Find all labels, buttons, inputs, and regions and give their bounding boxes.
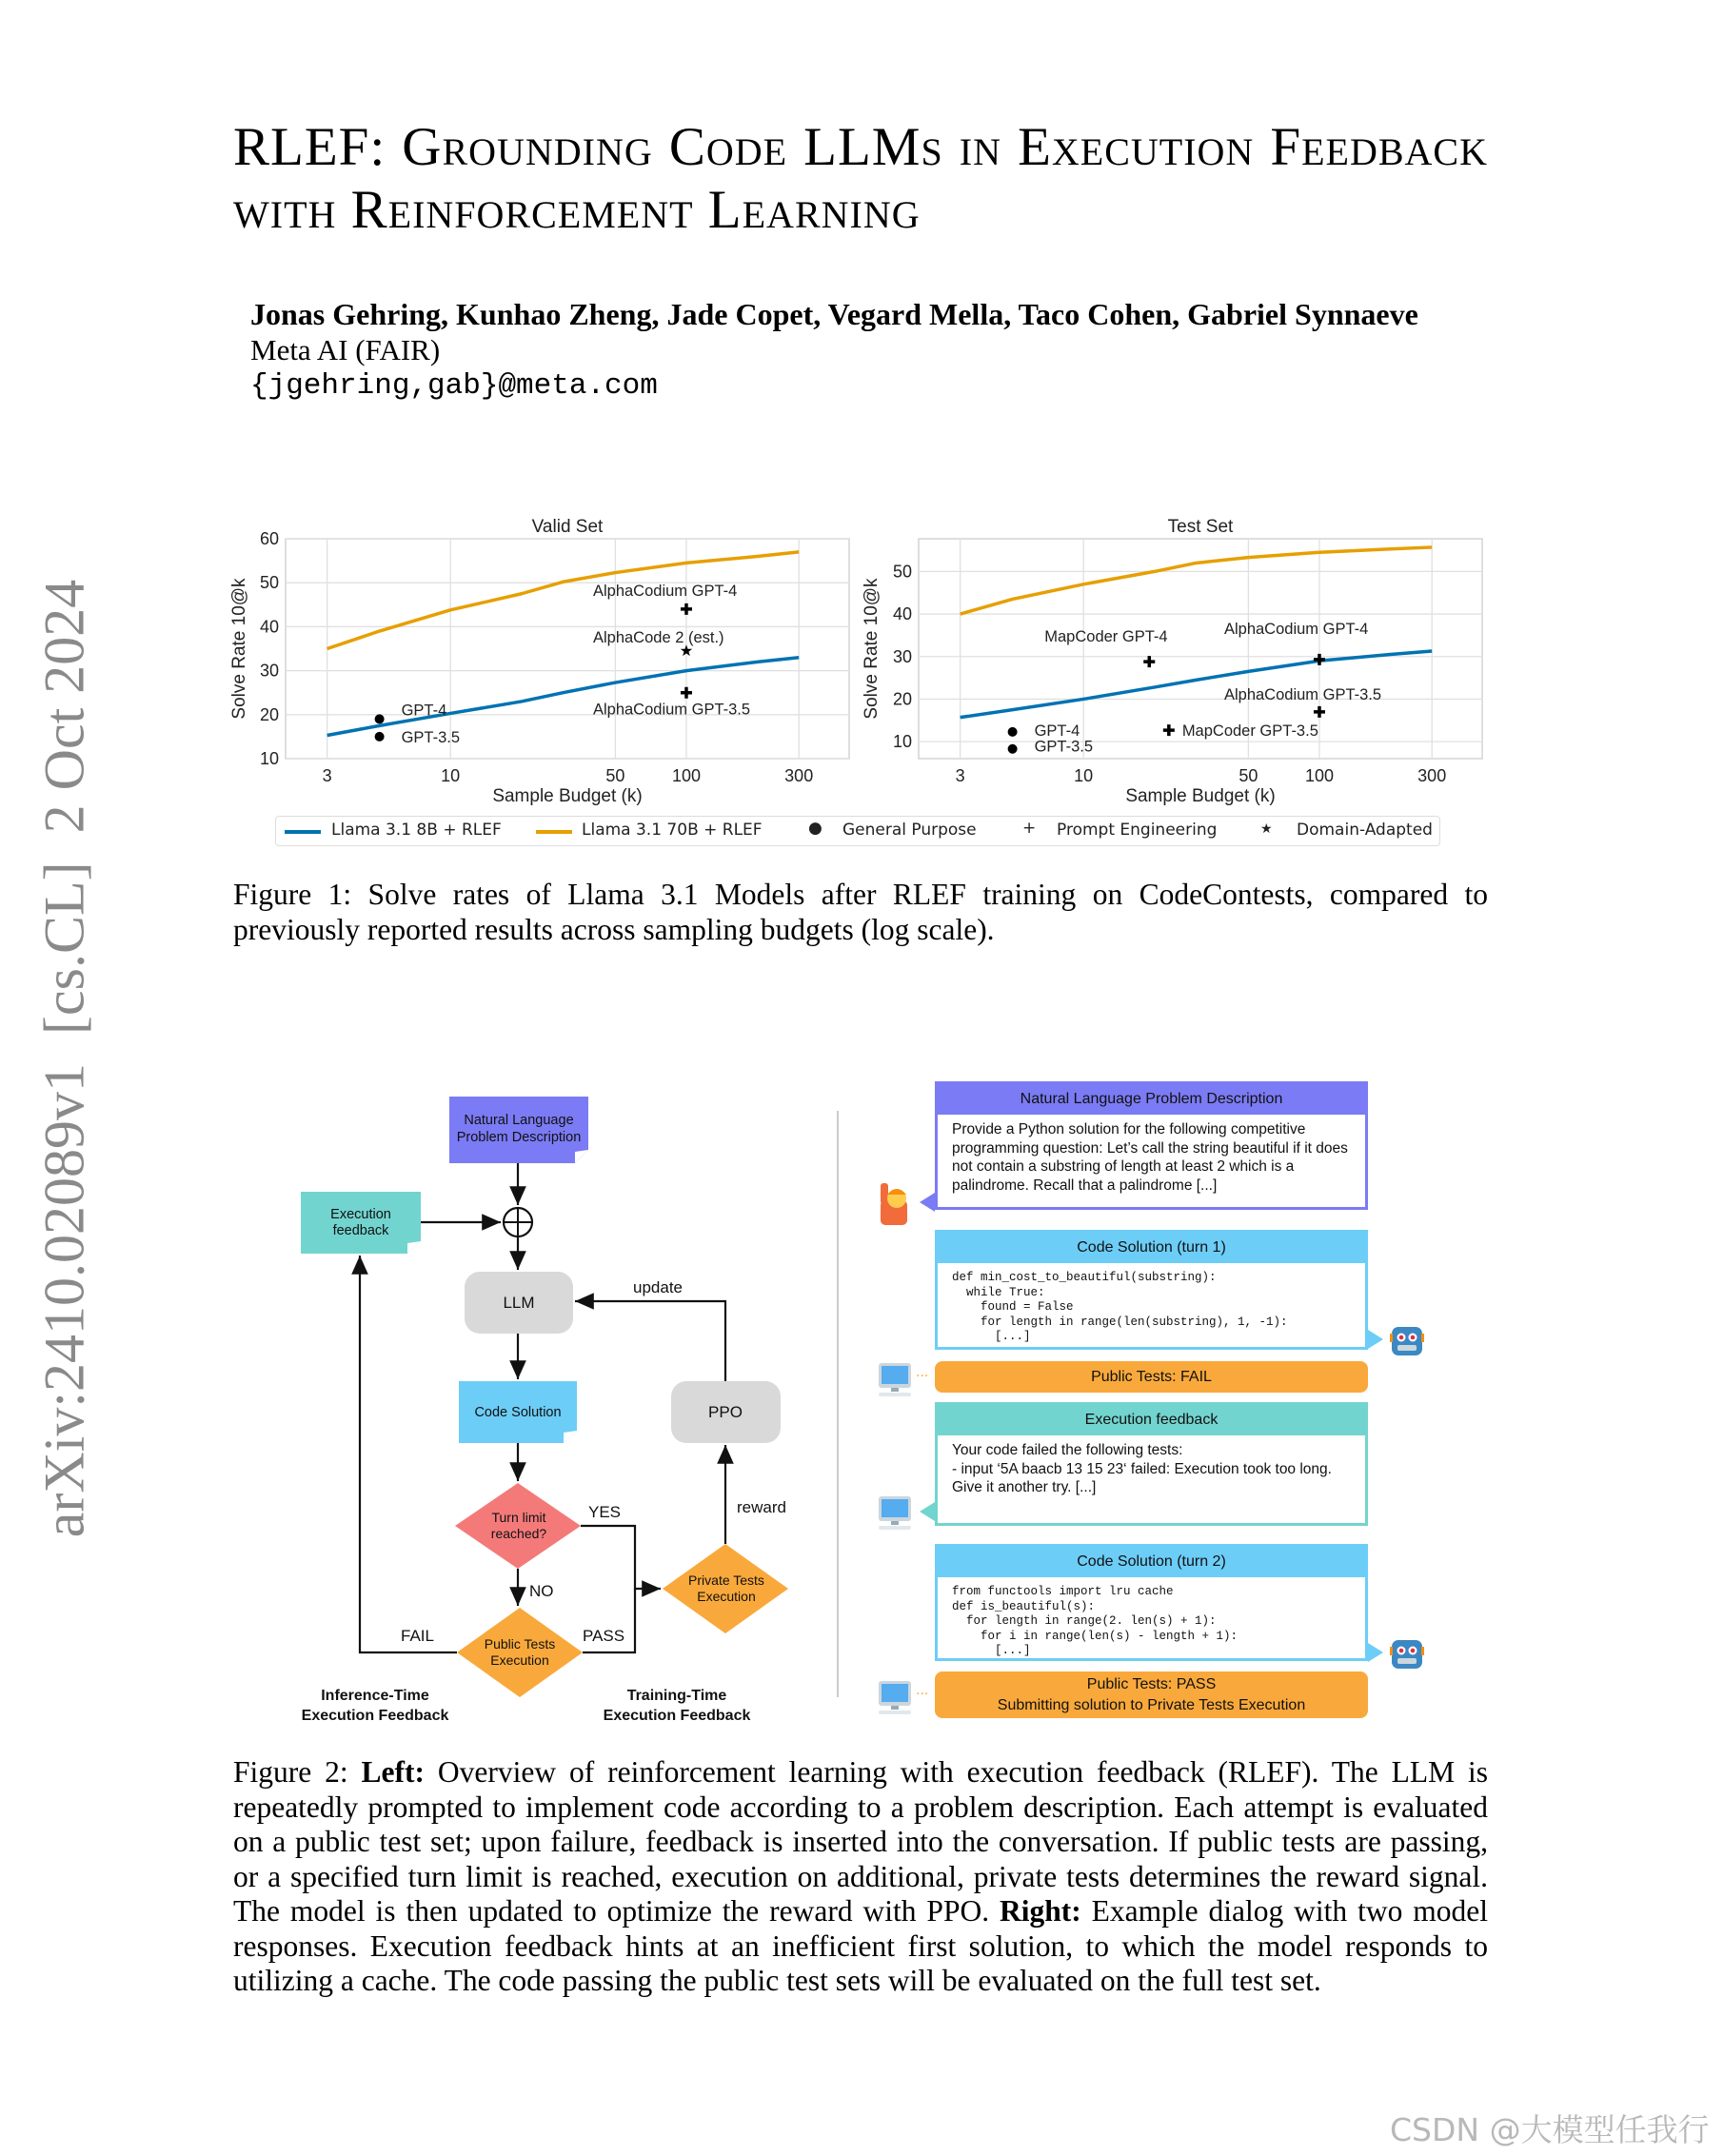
- point-label: MapCoder GPT-3.5: [1181, 722, 1318, 741]
- svg-text:Public Tests: Public Tests: [484, 1636, 556, 1652]
- legend-plus-icon: +: [1022, 819, 1037, 838]
- y-tick-label: 10: [259, 749, 279, 768]
- y-tick-label: 60: [259, 529, 279, 548]
- nl-problem-message: [935, 1081, 1368, 1210]
- bubble-tip: [920, 1193, 935, 1212]
- turn-limit-decision: [455, 1483, 581, 1569]
- x-axis-label: Sample Budget (k): [1125, 786, 1276, 806]
- y-tick-label: 50: [259, 573, 279, 593]
- authors: Jonas Gehring, Kunhao Zheng, Jade Copet, Vegard Mella, Taco Cohen, Gabriel Synnaeve: [250, 297, 1418, 331]
- bubble-tip: [920, 1502, 935, 1521]
- public-tests-decision: [457, 1608, 583, 1697]
- message-header: Code Solution (turn 1): [938, 1233, 1365, 1263]
- legend-dot-icon: ●: [808, 819, 822, 838]
- llm-node: [465, 1272, 573, 1334]
- svg-text:Problem Description: Problem Description: [456, 1130, 582, 1145]
- y-axis-label: Solve Rate 10@k: [862, 578, 882, 720]
- svg-text:Execution Feedback: Execution Feedback: [301, 1708, 449, 1724]
- svg-text:Code Solution: Code Solution: [474, 1405, 562, 1420]
- inference-caption: Inference-Time: [321, 1688, 429, 1704]
- caption-right-label: Right:: [1000, 1894, 1081, 1928]
- legend-label: Prompt Engineering: [1057, 821, 1218, 840]
- svg-text:feedback: feedback: [332, 1223, 389, 1238]
- code-block: from functools import lru cache def is_beautiful(s): for length in range(2. len(s) + 1): for i in range(len(s) - length + 1): [...]: [952, 1585, 1239, 1657]
- y-tick-label: 20: [892, 689, 912, 709]
- x-tick-label: 3: [322, 766, 332, 785]
- point-label: GPT-4: [1034, 722, 1080, 740]
- feedback-line: Your code failed the following tests:: [952, 1442, 1183, 1458]
- code-solution-node: [459, 1381, 577, 1443]
- computer-icon: [879, 1363, 911, 1396]
- svg-text:Execution: Execution: [330, 1207, 391, 1222]
- y-tick-label: 30: [259, 661, 279, 681]
- x-tick-label: 10: [1074, 766, 1094, 785]
- message-header: Natural Language Problem Description: [938, 1084, 1365, 1115]
- dots: ···: [916, 1687, 929, 1702]
- x-tick-label: 3: [955, 766, 965, 785]
- chart-title: Test Set: [1167, 517, 1234, 537]
- figure2-caption: [233, 1755, 1488, 1999]
- robot-icon: [1390, 1327, 1424, 1355]
- x-tick-label: 50: [1239, 766, 1258, 785]
- public-tests-fail-bar: Public Tests: FAIL: [935, 1361, 1368, 1393]
- watermark: CSDN @大模型任我行: [1390, 2111, 1710, 2148]
- bubble-tip: [1368, 1643, 1383, 1662]
- y-tick-label: 40: [259, 617, 279, 637]
- x-tick-label: 100: [1304, 766, 1335, 785]
- dots: ···: [916, 1369, 929, 1384]
- x-tick-label: 10: [441, 766, 461, 785]
- point-label: GPT-4: [401, 702, 447, 720]
- reward-label: reward: [737, 1498, 786, 1516]
- bubble-tip: [1368, 1330, 1383, 1349]
- computer-icon: [879, 1681, 911, 1714]
- private-tests-node: [663, 1544, 788, 1633]
- svg-text:Execution: Execution: [697, 1589, 756, 1604]
- user-raising-hand-icon: [881, 1183, 907, 1225]
- no-label: NO: [529, 1582, 554, 1600]
- caption-label: Figure 2:: [233, 1755, 362, 1789]
- message-body: Provide a Python solution for the following competitive programming question: Let’s call the string beautiful if it does not contain a substring of length at least 2 which is a palindrome. Recall that a palindrome [...]: [952, 1121, 1348, 1194]
- feedback-line: Give it another try. [...]: [952, 1479, 1097, 1495]
- robot-icon: [1390, 1640, 1424, 1669]
- fail-label: FAIL: [401, 1627, 434, 1645]
- point-label: AlphaCodium GPT-3.5: [592, 701, 751, 719]
- computer-icon: [879, 1496, 911, 1530]
- legend-label: Domain-Adapted: [1297, 821, 1433, 840]
- point-label: AlphaCodium GPT-3.5: [1223, 685, 1382, 703]
- legend-star-icon: ★: [1260, 821, 1273, 837]
- point-label: AlphaCodium GPT-4: [592, 582, 738, 600]
- svg-text:PPO: PPO: [708, 1403, 743, 1421]
- pass-line: Public Tests: PASS: [1086, 1676, 1217, 1692]
- yes-label: YES: [588, 1503, 622, 1521]
- pass-line: Submitting solution to Private Tests Execution: [997, 1697, 1306, 1713]
- chart-title: Valid Set: [531, 517, 604, 537]
- x-tick-label: 100: [671, 766, 702, 785]
- affiliation: Meta AI (FAIR): [250, 333, 441, 366]
- svg-text:Private Tests: Private Tests: [688, 1572, 764, 1588]
- figure1-caption: Figure 1: Solve rates of Llama 3.1 Models after RLEF training on CodeContests, compared to previously reported results across sampling budgets (log scale).: [233, 878, 1488, 946]
- svg-text:Natural Language: Natural Language: [464, 1113, 574, 1128]
- public-tests-pass-bar: [935, 1671, 1368, 1718]
- caption-right-text: Example dialog with two model responses. Execution feedback hints at an inefficient first solution, to which the model responds to utilizing a cache. The code passing the public test sets will be evaluated on the full test set.: [233, 1894, 1488, 1997]
- paper-title: RLEF: Grounding Code LLMs in Execution Feedback with Reinforcement Learning: [233, 117, 1488, 240]
- y-tick-label: 50: [892, 562, 912, 582]
- svg-text:Execution Feedback: Execution Feedback: [603, 1708, 751, 1724]
- code-block: def min_cost_to_beautiful(substring): while True: found = False for length in range(len(substring), 1, -1): [...]: [952, 1271, 1288, 1343]
- point-label: GPT-3.5: [401, 728, 461, 746]
- legend-label: General Purpose: [842, 821, 977, 840]
- caption-left-label: Left:: [361, 1755, 425, 1789]
- svg-text:LLM: LLM: [503, 1294, 535, 1312]
- point-label: AlphaCode 2 (est.): [592, 628, 724, 646]
- execution-feedback-message: [935, 1402, 1368, 1526]
- point-label: AlphaCodium GPT-4: [1223, 620, 1369, 638]
- nl-problem-node: [449, 1097, 588, 1163]
- y-tick-label: 10: [892, 732, 912, 752]
- x-axis-label: Sample Budget (k): [492, 786, 643, 806]
- arxiv-identifier: arXiv:2410.02089v1 [cs.CL] 2 Oct 2024: [32, 579, 96, 1538]
- svg-text:Execution: Execution: [490, 1652, 549, 1668]
- email: {jgehring,gab}@meta.com: [250, 369, 658, 403]
- message-body: [938, 1435, 1365, 1503]
- caption-left-text: Overview of reinforcement learning with execution feedback (RLEF). The LLM is repeatedly prompted to implement code according to a problem description. Each attempt is evaluated on a public test set; upon failure, feedback is inserted into the conversation. If public tests are passing, or a specified turn limit is reached, execution on additional, private tests determines the reward signal. The model is then updated to optimize the reward with PPO.: [233, 1755, 1488, 1928]
- point-label: GPT-3.5: [1034, 738, 1094, 756]
- code-solution-turn2: [935, 1544, 1368, 1661]
- svg-text:Turn limit: Turn limit: [491, 1510, 546, 1525]
- legend-label: Llama 3.1 70B + RLEF: [582, 821, 763, 840]
- execution-feedback-node: [301, 1192, 421, 1254]
- update-label: update: [633, 1278, 683, 1296]
- pass-label: PASS: [583, 1627, 625, 1645]
- point-label: MapCoder GPT-4: [1044, 628, 1168, 646]
- message-header: Execution feedback: [938, 1405, 1365, 1435]
- code-solution-turn1: [935, 1230, 1368, 1350]
- message-header: Code Solution (turn 2): [938, 1547, 1365, 1577]
- x-tick-label: 300: [784, 766, 814, 785]
- y-tick-label: 40: [892, 604, 912, 624]
- y-axis-label: Solve Rate 10@k: [229, 578, 249, 720]
- x-tick-label: 300: [1417, 766, 1447, 785]
- ppo-node: [671, 1381, 781, 1443]
- x-tick-label: 50: [605, 766, 625, 785]
- legend-label: Llama 3.1 8B + RLEF: [331, 821, 502, 840]
- svg-text:reached?: reached?: [490, 1526, 547, 1541]
- feedback-line: - input ‘5A baacb 13 15 23‘ failed: Execution took too long.: [952, 1460, 1332, 1477]
- y-tick-label: 20: [259, 704, 279, 724]
- training-caption: Training-Time: [626, 1688, 727, 1704]
- y-tick-label: 30: [892, 646, 912, 666]
